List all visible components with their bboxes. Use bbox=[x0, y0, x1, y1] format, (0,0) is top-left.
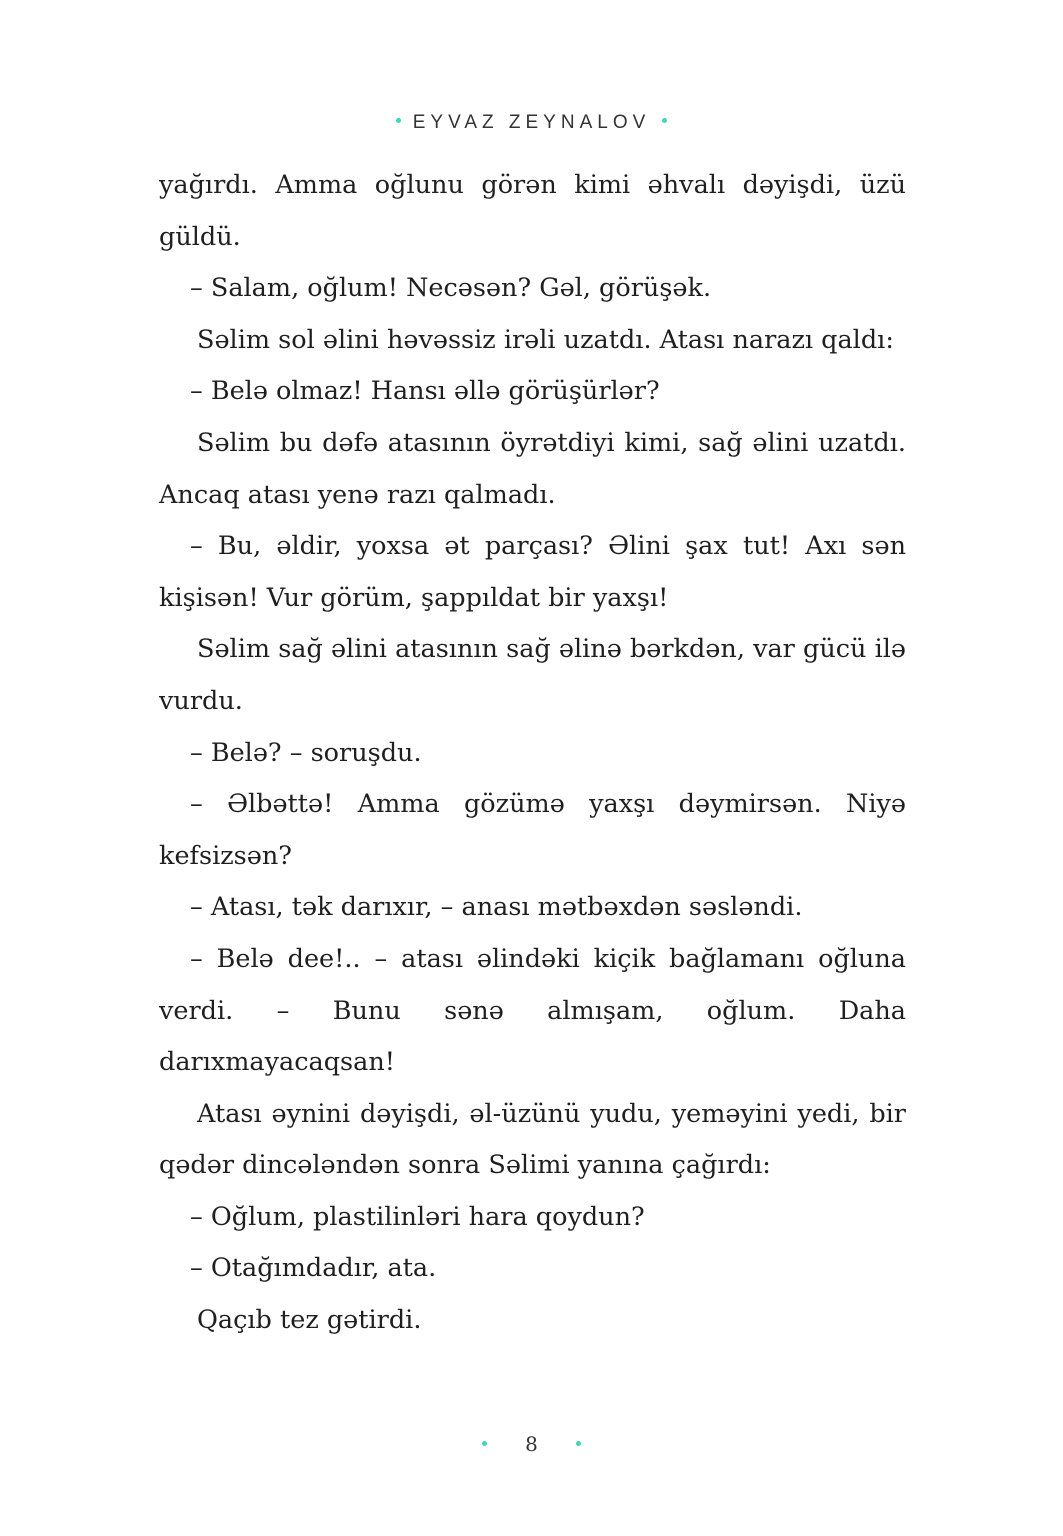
paragraph: – Belə dee!.. – atası əlindəki kiçik bağlamanı oğluna verdi. – Bunu sənə almışam, oğlum. Daha darıxmayacaqsan! bbox=[159, 943, 906, 1078]
paragraph: Atası əynini dəyişdi, əl-üzünü yudu, yeməyini yedi, bir qədər dincələndən sonra Səlimi yanına çağırdı: bbox=[159, 1098, 906, 1181]
paragraph: – Oğlum, plastilinləri hara qoydun? bbox=[190, 1201, 645, 1232]
paragraph: – Atası, tək darıxır, – anası mətbəxdən səsləndi. bbox=[190, 892, 803, 923]
header-author: EYVAZ ZEYNALOV bbox=[412, 112, 651, 133]
paragraph: – Bu, əldir, yoxsa ət parçası? Əlini şax tut! Axı sən kişisən! Vur görüm, şappıldat bir yaxşı! bbox=[159, 531, 906, 613]
paragraph: – Belə olmaz! Hansı əllə görüşürlər? bbox=[190, 376, 660, 407]
running-header bbox=[0, 112, 1063, 134]
header-dot-right bbox=[662, 118, 667, 123]
paragraph: – Əlbəttə! Amma gözümə yaxşı dəymirsən. Niyə kefsizsən? bbox=[159, 789, 906, 871]
paragraph: Qaçıb tez gətirdi. bbox=[197, 1305, 422, 1336]
header-dot-left bbox=[396, 118, 401, 123]
paragraph: Səlim bu dəfə atasının öyrətdiyi kimi, sağ əlini uzatdı. Ancaq atası yenə razı qalmadı. bbox=[159, 427, 906, 510]
paragraph: Səlim sağ əlini atasının sağ əlinə bərkdən, var gücü ilə vurdu. bbox=[159, 634, 906, 716]
footer-dot-left bbox=[482, 1441, 487, 1446]
paragraph: – Belə? – soruşdu. bbox=[190, 737, 422, 768]
page-footer bbox=[0, 1432, 1063, 1456]
paragraph: Səlim sol əlini həvəssiz irəli uzatdı. Atası narazı qaldı: bbox=[197, 324, 894, 355]
page-number: 8 bbox=[525, 1432, 538, 1456]
paragraph: yağırdı. Amma oğlunu görən kimi əhvalı dəyişdi, üzü güldü. bbox=[159, 170, 906, 252]
body-text bbox=[159, 160, 906, 1347]
footer-dot-right bbox=[576, 1441, 581, 1446]
paragraph: – Salam, oğlum! Necəsən? Gəl, görüşək. bbox=[190, 273, 712, 304]
paragraph: – Otağımdadır, ata. bbox=[190, 1253, 437, 1284]
